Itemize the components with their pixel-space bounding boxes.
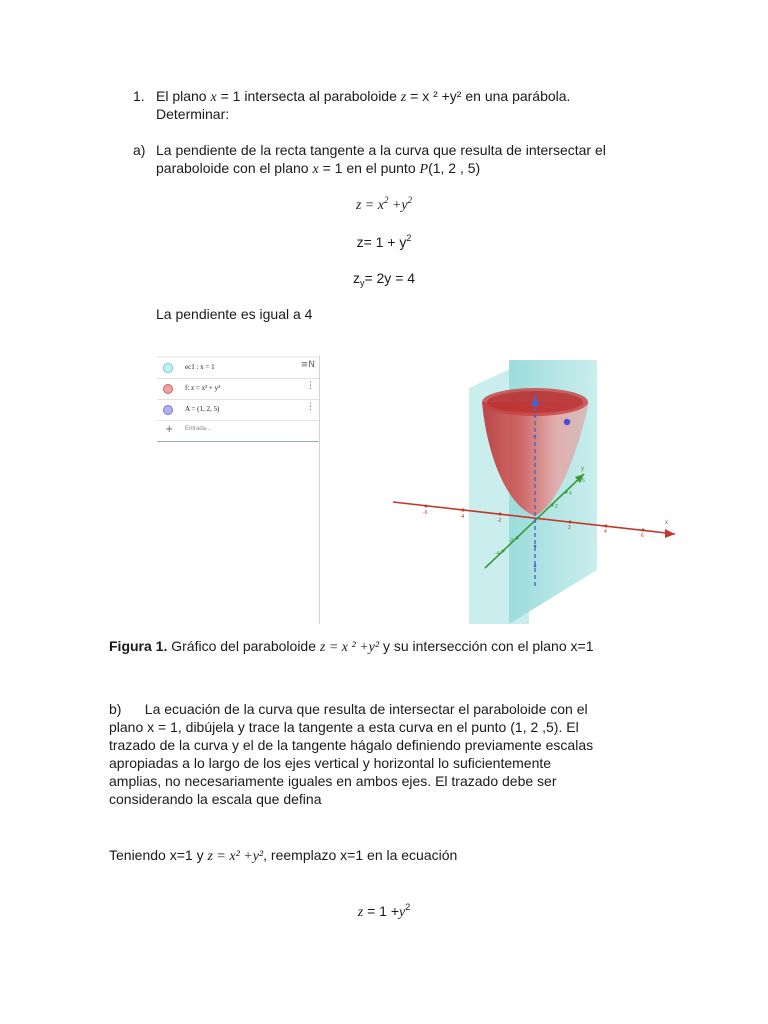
algebra-menu-icon[interactable]: ≡N [300,360,315,370]
caption-text-b: y su intersección con el plano x=1 [379,638,594,654]
y-tick-label: -2 [509,538,514,544]
point-A[interactable] [564,419,570,425]
item-1-line-2: Determinar: [156,106,230,122]
equation-substituted [0,233,768,251]
item-a-line-2 [156,159,480,179]
eq3-rest: = 2y = 4 [364,270,416,286]
x-axis-label: x [665,520,668,526]
y-axis-label: y [581,466,584,472]
item-a-line-1: La pendiente de la recta tangente a la curva que resulta de intersectar el [156,142,606,158]
figure-caption [109,637,593,657]
eq2-a: z= 1 + y [356,234,407,250]
final-eq-rest: = 1 + [363,903,400,919]
item-1-eq-rest: = x ² +y² en una parábola. [406,88,571,104]
item-b-line: plano x = 1, dibújela y trace la tangente a esta curva en el punto (1, 2 ,5). El [109,719,579,735]
algebra-row-text: ec1 : x = 1 [185,363,215,371]
eq1-a: z = x [355,198,384,213]
eq2-sup: 2 [406,233,412,243]
item-b-line: trazado de la curva y el de la tangente hágalo definiendo previamente escalas [109,737,594,753]
item-b-line: considerando la escala que defina [109,791,322,807]
item-a-label: a) [133,142,146,158]
item-1-eq-z: z [400,90,407,105]
geogebra-figure [157,356,703,624]
caption-label: Figura 1. [109,638,168,654]
item-1-line-1 [156,87,570,107]
item-1-x-var: x [210,90,217,105]
final-equation [0,902,768,922]
item-a-text-a: paraboloide con el plano [156,160,313,176]
teniendo-line [109,846,457,866]
kebab-menu-icon[interactable]: ⋮ [306,402,315,412]
caption-text-a: Gráfico del paraboloide [167,638,320,654]
x-tick-label: 6 [641,533,644,539]
eq1-sup-a: 2 [383,195,389,205]
item-a-text-b: = 1 en el punto [318,160,420,176]
eq1-b: +y [388,198,408,213]
algebra-row-text: f: z = x² + y² [185,384,221,392]
y-tick-label: 6 [582,478,585,484]
algebra-row-text: A = (1, 2, 5) [185,405,220,413]
item-b-line: apropiadas a lo largo de los ejes vertical y horizontal lo suficientemente [109,755,552,771]
x-tick-label: 2 [568,525,571,531]
item-b-line: b) La ecuación de la curva que resulta de intersectar el paraboloide con el [109,701,588,717]
item-b-paragraph [109,700,657,808]
item-1-number: 1. [133,88,145,104]
x-tick-label: 4 [604,529,607,535]
graphics-3d-view[interactable] [157,356,703,624]
slope-conclusion: La pendiente es igual a 4 [156,306,313,322]
x-tick-label: -4 [460,514,465,520]
input-placeholder[interactable]: Entrada... [185,426,212,432]
add-icon[interactable]: + [165,424,174,435]
item-a-point-coords: (1, 2 , 5) [428,160,481,176]
item-a-x-var: x [312,162,319,177]
equation-paraboloid [0,197,768,215]
z-axis-label: z [539,400,542,406]
kebab-menu-icon[interactable]: ⋮ [306,381,315,391]
eq3-sub: y [359,278,365,288]
y-tick-label: 2 [555,504,558,510]
teniendo-text-b: , reemplazo x=1 en la ecuación [263,847,458,863]
teniendo-text-a: Teniendo x=1 y [109,847,208,863]
x-tick-label: -2 [497,518,502,524]
final-eq-sup: 2 [405,902,411,912]
eq1-sup-b: 2 [407,195,413,205]
eq3-z: z [352,270,360,286]
item-1-text-a: El plano [156,88,211,104]
x-tick-label: -6 [423,510,428,516]
x-axis-arrow-icon [665,529,675,538]
y-tick-label: -4 [495,551,500,557]
item-b-line: amplias, no necesariamente iguales en ambos ejes. El trazado debe ser [109,773,557,789]
caption-equation: z = x ² +y² [319,640,380,655]
final-eq-z: z [357,905,364,920]
y-tick-label: 4 [569,491,572,497]
teniendo-equation: z = x² +y² [207,849,264,864]
final-eq-y: y [399,905,406,920]
item-a-point-P: P [419,162,429,177]
item-1-text-b: = 1 intersecta al paraboloide [216,88,401,104]
equation-derivative [0,269,768,287]
